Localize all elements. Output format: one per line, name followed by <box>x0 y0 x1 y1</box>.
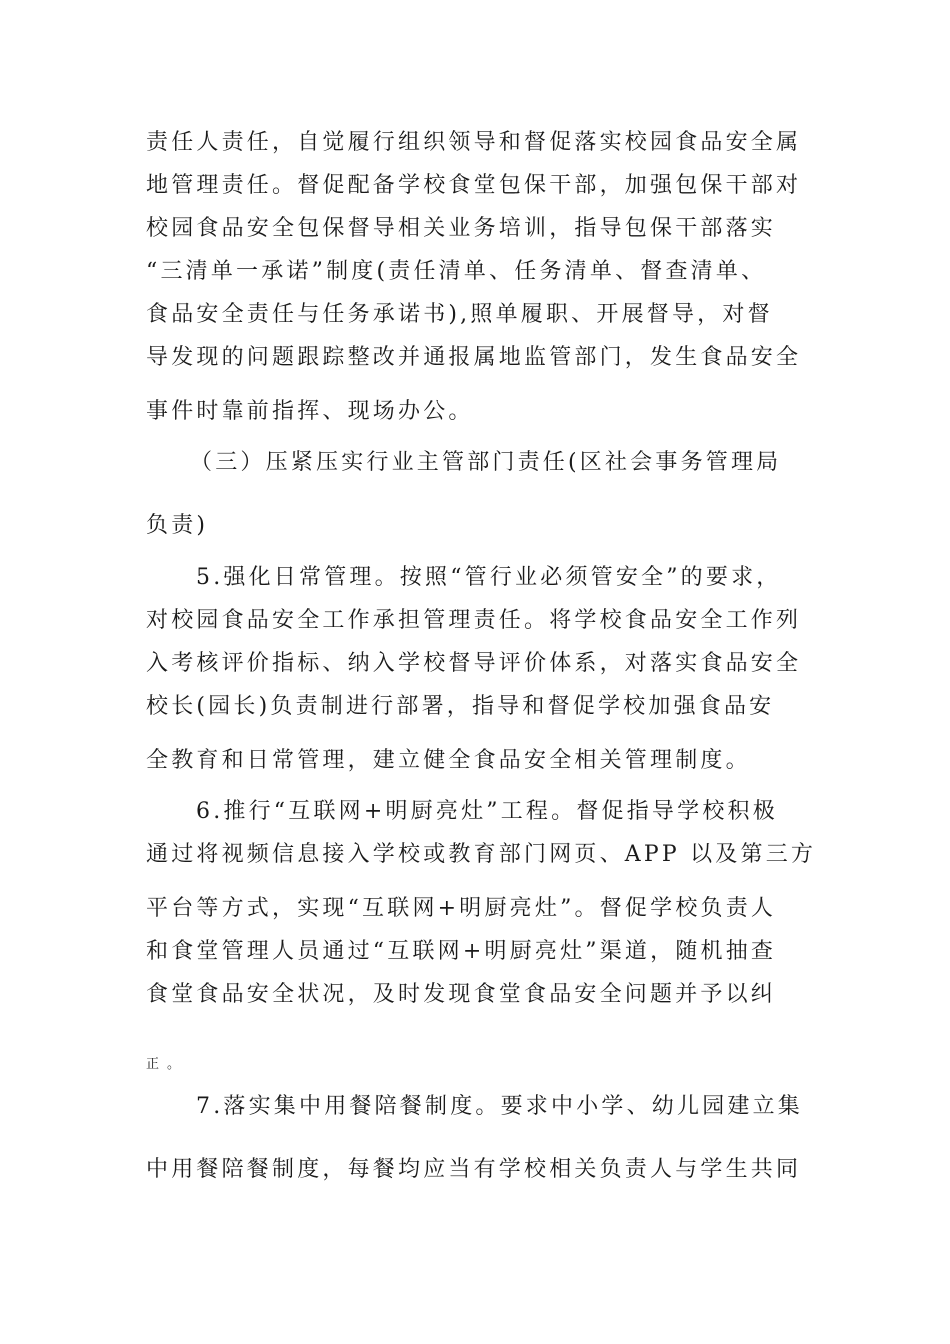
paragraph-line-end: 正。 <box>146 1057 189 1072</box>
paragraph-line: 入考核评价指标、纳入学校督导评价体系，对落实食品安全 <box>146 651 802 676</box>
paragraph-line: 中用餐陪餐制度，每餐均应当有学校相关负责人与学生共同 <box>146 1157 802 1182</box>
paragraph-line: 地管理责任。督促配备学校食堂包保干部，加强包保干部对 <box>146 173 802 198</box>
item-heading-line: 5.强化日常管理。按照“管行业必须管安全”的要求， <box>196 565 782 590</box>
item-heading-line: 6.推行“互联网+明厨亮灶”工程。督促指导学校积极 <box>196 799 778 824</box>
paragraph-line: “三清单一承诺”制度(责任清单、任务清单、督查清单、 <box>146 259 767 284</box>
paragraph-line: 全教育和日常管理，建立健全食品安全相关管理制度。 <box>146 748 751 773</box>
paragraph-line: 校长(园长)负责制进行部署，指导和督促学校加强食品安 <box>146 694 775 719</box>
paragraph-line: 校园食品安全包保督导相关业务培训，指导包保干部落实 <box>146 216 777 241</box>
paragraph-line: 食品安全责任与任务承诺书),照单履职、开展督导，对督 <box>146 302 773 327</box>
paragraph-line: 通过将视频信息接入学校或教育部门网页、APP 以及第三方 <box>146 842 817 867</box>
section-heading: （三）压紧压实行业主管部门责任(区社会事务管理局 <box>190 450 782 475</box>
item-heading-line: 7.落实集中用餐陪餐制度。要求中小学、幼儿园建立集 <box>196 1094 803 1119</box>
paragraph-line: 和食堂管理人员通过“互联网+明厨亮灶”渠道，随机抽查 <box>146 939 777 964</box>
paragraph-line: 责任人责任，自觉履行组织领导和督促落实校园食品安全属 <box>146 130 802 155</box>
paragraph-line: 导发现的问题跟踪整改并通报属地监管部门，发生食品安全 <box>146 345 802 370</box>
paragraph-line: 对校园食品安全工作承担管理责任。将学校食品安全工作列 <box>146 608 802 633</box>
paragraph-line: 平台等方式，实现“互联网+明厨亮灶”。督促学校负责人 <box>146 896 777 921</box>
paragraph-line: 食堂食品安全状况，及时发现食堂食品安全问题并予以纠 <box>146 982 777 1007</box>
section-heading-continued: 负责) <box>146 513 209 538</box>
paragraph-line: 事件时靠前指挥、现场办公。 <box>146 399 474 424</box>
